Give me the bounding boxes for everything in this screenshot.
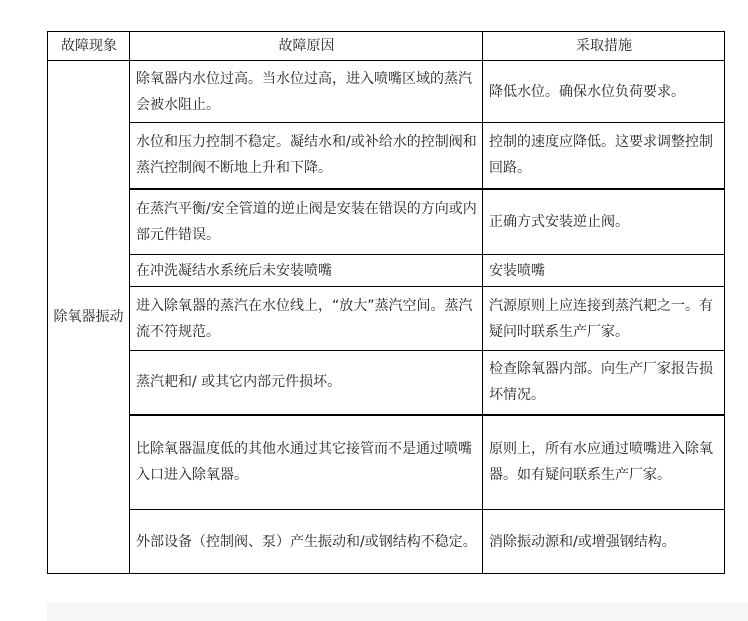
page-bottom-bar <box>47 602 748 621</box>
cause-cell: 水位和压力控制不稳定。凝结水和/或补给水的控制阀和蒸汽控制阀不断地上升和下降。 <box>130 123 483 189</box>
action-cell: 控制的速度应降低。这要求调整控制回路。 <box>483 123 725 189</box>
action-cell: 正确方式安装逆止阀。 <box>483 189 725 255</box>
phenomenon-cell: 除氧器振动 <box>48 61 130 574</box>
table-row <box>48 510 725 574</box>
fault-table-container <box>47 31 724 574</box>
cause-cell: 外部设备（控制阀、泵）产生振动和/或钢结构不稳定。 <box>130 510 483 574</box>
cause-cell: 比除氧器温度低的其他水通过其它接管而不是通过喷嘴入口进入除氧器。 <box>130 415 483 510</box>
table-row <box>48 287 725 351</box>
action-cell: 降低水位。确保水位负荷要求。 <box>483 61 725 123</box>
header-cause: 故障原因 <box>130 32 483 61</box>
table-row <box>48 189 725 255</box>
action-cell: 安装喷嘴 <box>483 255 725 287</box>
table-row <box>48 61 725 123</box>
action-cell: 汽源原则上应连接到蒸汽耙之一。有疑问时联系生产厂家。 <box>483 287 725 351</box>
table-row <box>48 415 725 510</box>
cause-cell: 蒸汽耙和/ 或其它内部元件损坏。 <box>130 351 483 415</box>
action-cell: 消除振动源和/或增强钢结构。 <box>483 510 725 574</box>
table-row <box>48 255 725 287</box>
cause-cell: 除氧器内水位过高。当水位过高，进入喷嘴区域的蒸汽会被水阻止。 <box>130 61 483 123</box>
table-header-row <box>48 32 725 61</box>
action-cell: 原则上，所有水应通过喷嘴进入除氧器。如有疑问联系生产厂家。 <box>483 415 725 510</box>
header-action: 采取措施 <box>483 32 725 61</box>
cause-cell: 在蒸汽平衡/安全管道的逆止阀是安装在错误的方向或内部元件错误。 <box>130 189 483 255</box>
header-phenomenon: 故障现象 <box>48 32 130 61</box>
fault-table <box>47 31 725 574</box>
action-cell: 检查除氧器内部。向生产厂家报告损坏情况。 <box>483 351 725 415</box>
table-row <box>48 351 725 415</box>
cause-cell: 在冲洗凝结水系统后未安装喷嘴 <box>130 255 483 287</box>
cause-cell: 进入除氧器的蒸汽在水位线上，“放大”蒸汽空间。蒸汽流不符规范。 <box>130 287 483 351</box>
table-row <box>48 123 725 189</box>
